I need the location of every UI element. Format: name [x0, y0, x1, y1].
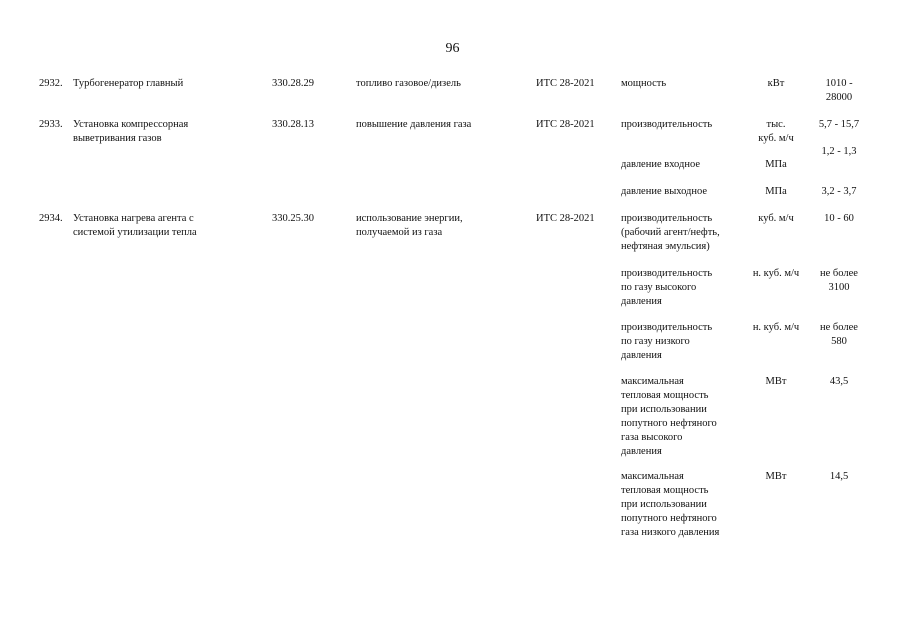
parameter-unit: кВт [767, 78, 785, 89]
parameter-name: давление выходное [621, 186, 708, 197]
its-reference: ИТС 28-2021 [536, 213, 595, 224]
okpd-code: 330.25.30 [272, 213, 314, 224]
parameter-name: производительность по газу высокого давления [621, 268, 713, 307]
parameter-unit: МПа [765, 159, 787, 170]
parameter-unit: МВт [765, 471, 787, 482]
parameter-unit: МВт [765, 376, 787, 387]
okpd-code: 330.28.29 [272, 78, 314, 89]
parameter-unit: МПа [765, 186, 787, 197]
equipment-name: Установка компрессорная выветривания газов [73, 119, 189, 144]
parameter-name: мощность [621, 78, 667, 89]
parameter-value: 1010 - 28000 [825, 78, 853, 103]
parameter-name: максимальная тепловая мощность при использовании попутного нефтяного газа низкого давления [621, 471, 720, 538]
row-number: 2932. [39, 78, 63, 89]
parameter-value: не более 3100 [820, 268, 858, 293]
parameter-name: производительность [621, 119, 713, 130]
okpd-code: 330.28.13 [272, 119, 314, 130]
parameter-value: 1,2 - 1,3 [821, 146, 857, 157]
parameter-name: производительность по газу низкого давления [621, 322, 713, 361]
row-number: 2933. [39, 119, 63, 130]
parameter-value: не более 580 [820, 322, 858, 347]
equipment-name: Турбогенератор главный [73, 78, 184, 89]
technology-description: топливо газовое/дизель [356, 78, 461, 89]
parameter-unit: тыс. куб. м/ч [758, 119, 794, 144]
its-reference: ИТС 28-2021 [536, 119, 595, 130]
technology-description: использование энергии, получаемой из газа [356, 213, 463, 238]
equipment-name: Установка нагрева агента с системой утилизации тепла [73, 213, 197, 238]
parameter-name: максимальная тепловая мощность при использовании попутного нефтяного газа высокого давления [621, 376, 717, 457]
page-number: 96 [445, 41, 460, 56]
parameter-unit: н. куб. м/ч [752, 268, 800, 279]
its-reference: ИТС 28-2021 [536, 78, 595, 89]
parameter-value: 3,2 - 3,7 [821, 186, 857, 197]
row-number: 2934. [39, 213, 63, 224]
parameter-value: 43,5 [829, 376, 849, 387]
parameter-value: 5,7 - 15,7 [818, 119, 860, 130]
parameter-value: 10 - 60 [824, 213, 854, 224]
parameter-value: 14,5 [829, 471, 849, 482]
parameter-unit: н. куб. м/ч [752, 322, 800, 333]
parameter-name: производительность (рабочий агент/нефть, нефтяная эмульсия) [621, 213, 720, 252]
technology-description: повышение давления газа [356, 119, 472, 130]
parameter-unit: куб. м/ч [758, 213, 794, 224]
parameter-name: давление входное [621, 159, 701, 170]
